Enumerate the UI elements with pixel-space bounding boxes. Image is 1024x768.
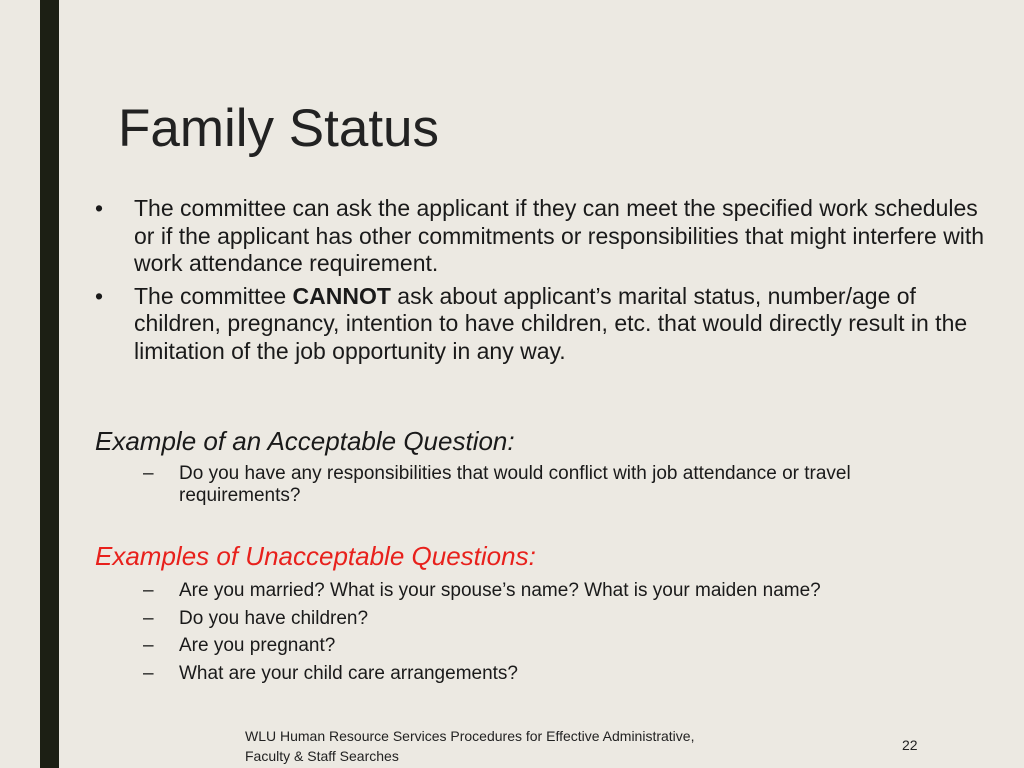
acceptable-question-heading: Example of an Acceptable Question: <box>95 426 515 456</box>
unacceptable-questions-heading: Examples of Unacceptable Questions: <box>95 541 536 571</box>
unacceptable-question-list <box>143 577 903 687</box>
list-item <box>143 463 903 507</box>
bullet-marker: • <box>95 282 104 309</box>
acceptable-question-list <box>143 463 903 507</box>
question-text: Do you have children? <box>179 607 369 629</box>
slide-title: Family Status <box>118 99 440 158</box>
footer-line-1: WLU Human Resource Services Procedures for Effective Administrative, <box>245 728 695 744</box>
bullet-emphasis: CANNOT <box>292 282 391 309</box>
question-text: Are you married? What is your spouse’s name? What is your maiden name? <box>179 580 821 601</box>
bullet-text-after: ask about applicant’s marital status, number/age of children, pregnancy, intention to have children, etc. that would directly result in the limitation of the job opportunity in any way. <box>134 282 968 364</box>
footer-source <box>245 726 765 766</box>
dash-marker: – <box>143 662 154 684</box>
list-item <box>143 632 903 660</box>
question-text: Do you have any responsibilities that would conflict with job attendance or travel requirements? <box>179 463 851 506</box>
bullet-text: The committee can ask the applicant if they can meet the specified work schedules or if the applicant has other commitments or responsibilities that might interfere with work attendance requirement. <box>134 195 985 276</box>
dash-marker: – <box>143 463 154 484</box>
question-text: What are your child care arrangements? <box>179 662 518 684</box>
bullet-item-2 <box>95 283 985 366</box>
list-item <box>143 660 903 688</box>
page-number: 22 <box>902 737 918 753</box>
footer-line-2: Faculty & Staff Searches <box>245 748 399 764</box>
bullet-marker: • <box>95 195 104 221</box>
bullet-item-1 <box>95 195 985 278</box>
left-accent-bar <box>40 0 59 768</box>
dash-marker: – <box>143 580 154 601</box>
bullet-list <box>95 195 985 370</box>
list-item <box>143 577 903 605</box>
bullet-text-before: The committee <box>134 282 293 309</box>
list-item <box>143 605 903 633</box>
dash-marker: – <box>143 607 154 629</box>
question-text: Are you pregnant? <box>179 635 336 656</box>
dash-marker: – <box>143 635 154 656</box>
